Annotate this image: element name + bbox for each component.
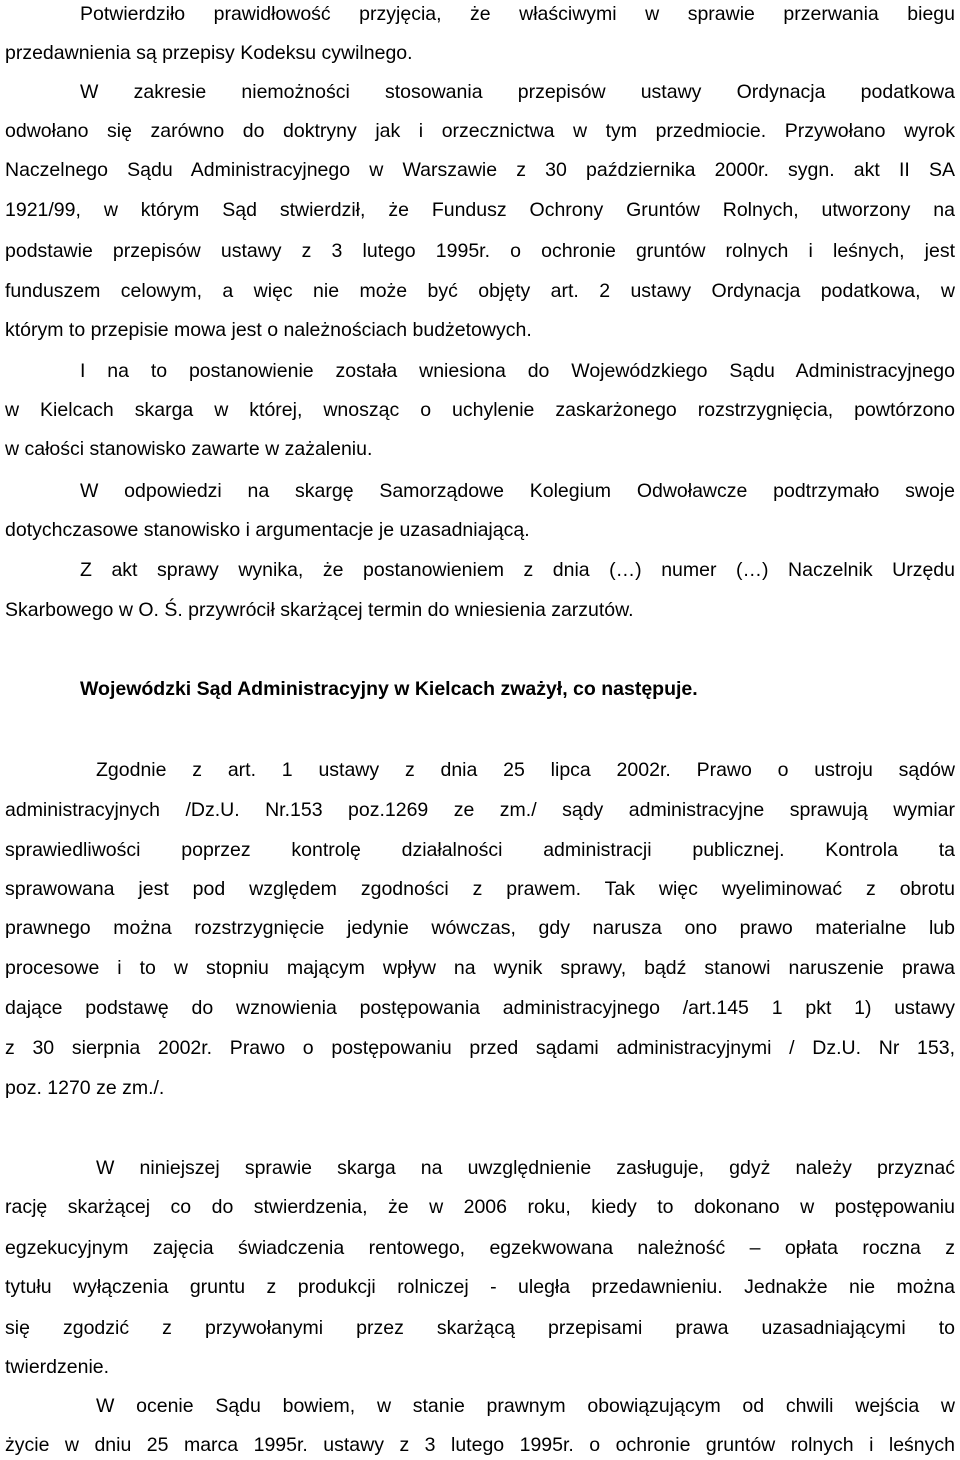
text-line: Naczelnego Sądu Administracyjnego w Warszawie z 30 października 2000r. sygn. akt II SA bbox=[5, 159, 955, 181]
text-line: Potwierdziło prawidłowość przyjęcia, że właściwymi w sprawie przerwania biegu bbox=[80, 3, 955, 25]
text-line: twierdzenie. bbox=[5, 1356, 110, 1378]
text-line: W niniejszej sprawie skarga na uwzględnienie zasługuje, gdyż należy przyznać bbox=[96, 1157, 955, 1179]
text-line: funduszem celowym, a więc nie może być objęty art. 2 ustawy Ordynacja podatkowa, w bbox=[5, 280, 955, 302]
text-line: dające podstawę do wznowienia postępowania administracyjnego /art.145 1 pkt 1) ustawy bbox=[5, 997, 955, 1019]
text-line: Zgodnie z art. 1 ustawy z dnia 25 lipca 2002r. Prawo o ustroju sądów bbox=[96, 759, 955, 781]
text-line: się zgodzić z przywołanymi przez skarżącą przepisami prawa uzasadniającymi to bbox=[5, 1317, 955, 1339]
text-line: administracyjnych /Dz.U. Nr.153 poz.1269 ze zm./ sądy administracyjne sprawują wymiar bbox=[5, 799, 955, 821]
text-line: Z akt sprawy wynika, że postanowieniem z dnia (…) numer (…) Naczelnik Urzędu bbox=[80, 559, 955, 581]
text-line: Skarbowego w O. Ś. przywrócił skarżącej termin do wniesienia zarzutów. bbox=[5, 599, 634, 621]
text-line: odwołano się zarówno do doktryny jak i orzecznictwa w tym przedmiocie. Przywołano wyrok bbox=[5, 120, 955, 142]
text-line: 1921/99, w którym Sąd stwierdził, że Fundusz Ochrony Gruntów Rolnych, utworzony na bbox=[5, 199, 955, 221]
text-line: poz. 1270 ze zm./. bbox=[5, 1077, 165, 1099]
text-line: rację skarżącej co do stwierdzenia, że w 2006 roku, kiedy to dokonano w postępowaniu bbox=[5, 1196, 955, 1218]
text-line: w całości stanowisko zawarte w zażaleniu. bbox=[5, 438, 373, 460]
text-line: podstawie przepisów ustawy z 3 lutego 1995r. o ochronie gruntów rolnych i leśnych, jest bbox=[5, 240, 955, 262]
text-line: prawnego można rozstrzygnięcie jedynie wówczas, gdy narusza ono prawo materialne lub bbox=[5, 917, 955, 939]
text-line: W odpowiedzi na skargę Samorządowe Kolegium Odwoławcze podtrzymało swoje bbox=[80, 480, 955, 502]
text-line: w Kielcach skarga w której, wnosząc o uchylenie zaskarżonego rozstrzygnięcia, powtórzono bbox=[5, 399, 955, 421]
text-line: życie w dniu 25 marca 1995r. ustawy z 3 lutego 1995r. o ochronie gruntów rolnych i leśnych bbox=[5, 1434, 955, 1456]
text-line: przedawnienia są przepisy Kodeksu cywilnego. bbox=[5, 42, 413, 64]
text-line: W zakresie niemożności stosowania przepisów ustawy Ordynacja podatkowa bbox=[80, 81, 955, 103]
text-line: z 30 sierpnia 2002r. Prawo o postępowaniu przed sądami administracyjnymi / Dz.U. Nr 153, bbox=[5, 1037, 955, 1059]
text-line: procesowe i to w stopniu mającym wpływ na wynik sprawy, bądź stanowi naruszenie prawa bbox=[5, 957, 955, 979]
text-line: którym to przepisie mowa jest o należnościach budżetowych. bbox=[5, 319, 532, 341]
section-heading: Wojewódzki Sąd Administracyjny w Kielcach zważył, co następuje. bbox=[80, 678, 698, 700]
text-line: sprawiedliwości poprzez kontrolę działalności administracji publicznej. Kontrola ta bbox=[5, 839, 955, 861]
text-line: dotychczasowe stanowisko i argumentacje je uzasadniającą. bbox=[5, 519, 530, 541]
text-line: W ocenie Sądu bowiem, w stanie prawnym obowiązującym od chwili wejścia w bbox=[96, 1395, 955, 1417]
text-line: I na to postanowienie została wniesiona do Wojewódzkiego Sądu Administracyjnego bbox=[80, 360, 955, 382]
text-line: sprawowana jest pod względem zgodności z prawem. Tak więc wyeliminować z obrotu bbox=[5, 878, 955, 900]
text-line: tytułu wyłączenia gruntu z produkcji rolniczej - uległa przedawnieniu. Jednakże nie można bbox=[5, 1276, 955, 1298]
text-line: egzekucyjnym zajęcia świadczenia rentowego, egzekwowana należność – opłata roczna z bbox=[5, 1237, 955, 1259]
